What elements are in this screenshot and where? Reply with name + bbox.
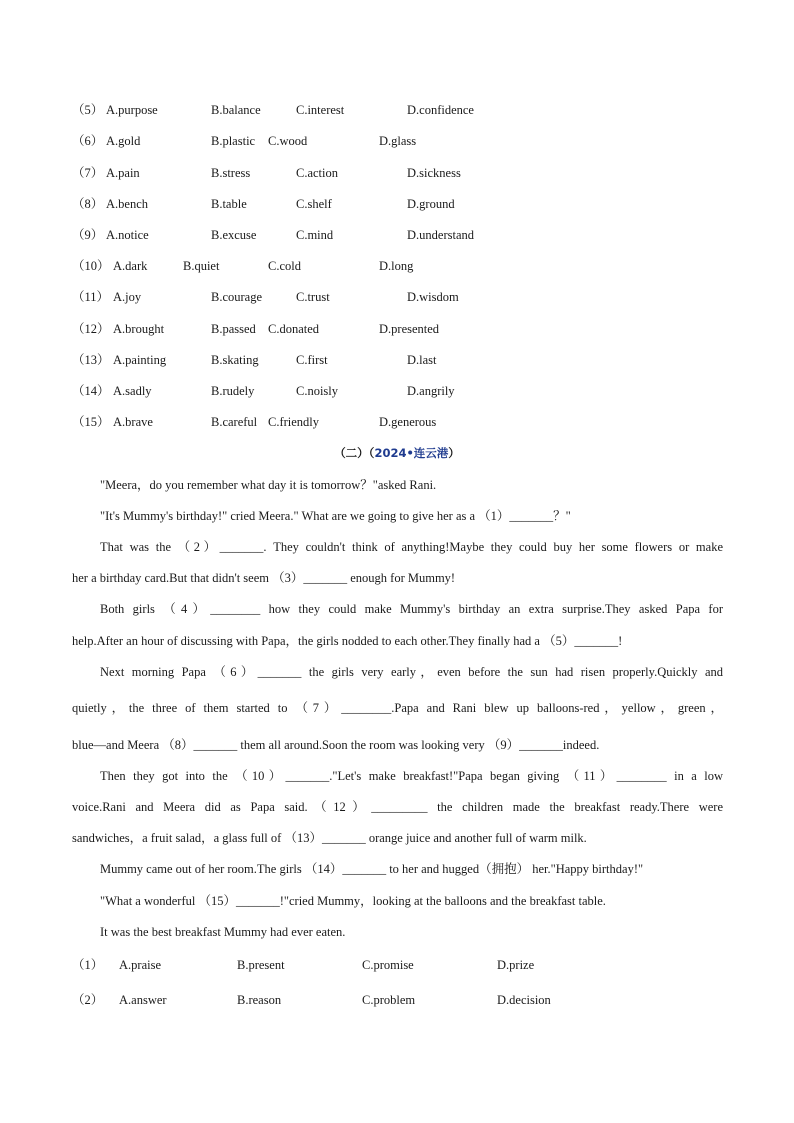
option-a: A.dark bbox=[113, 259, 148, 273]
option-b: B.present bbox=[237, 958, 285, 972]
question-number: （14） bbox=[72, 384, 110, 398]
option-a: A.bench bbox=[106, 197, 148, 211]
option-d: D.angrily bbox=[407, 384, 455, 398]
option-c: C.trust bbox=[296, 290, 330, 304]
passage-line-15: It was the best breakfast Mummy had ever eaten. bbox=[100, 925, 346, 939]
option-b: B.balance bbox=[211, 103, 261, 117]
question-number: （1） bbox=[72, 958, 104, 972]
option-d: D.prize bbox=[497, 958, 535, 972]
option-d: D.wisdom bbox=[407, 290, 459, 304]
option-c: C.wood bbox=[268, 134, 308, 148]
option-d: D.last bbox=[407, 353, 437, 367]
question-number: （12） bbox=[72, 322, 110, 336]
passage-line-13: Mummy came out of her room.The girls （14）_______ to her and hugged（拥抱） her."Happy birthday!" bbox=[100, 862, 644, 876]
passage-line-10: Then they got into the （10）_______."Let's make breakfast!"Papa began giving （11）________ in a low bbox=[100, 769, 723, 783]
option-b: B.reason bbox=[237, 993, 282, 1007]
option-c: C.shelf bbox=[296, 197, 332, 211]
option-b: B.skating bbox=[211, 353, 259, 367]
option-b: B.careful bbox=[211, 415, 258, 429]
passage-line-5: Both girls （4）________ how they could make Mummy's birthday an extra surprise.They asked Papa for bbox=[100, 602, 723, 616]
option-d: D.ground bbox=[407, 197, 455, 211]
question-number: （6） bbox=[72, 134, 104, 148]
passage-line-6: help.After an hour of discussing with Papa，the girls nodded to each other.They finally had a （5）_______! bbox=[72, 634, 623, 648]
option-b: B.passed bbox=[211, 322, 256, 336]
option-a: A.brought bbox=[113, 322, 165, 336]
option-a: A.painting bbox=[113, 353, 167, 367]
option-d: D.glass bbox=[379, 134, 417, 148]
question-number: （9） bbox=[72, 228, 104, 242]
option-a: A.purpose bbox=[106, 103, 158, 117]
question-number: （5） bbox=[72, 103, 104, 117]
option-c: C.friendly bbox=[268, 415, 320, 429]
option-d: D.generous bbox=[379, 415, 437, 429]
passage-line-11: voice.Rani and Meera did as Papa said.（12）_________ the children made the breakfast ready.There were bbox=[72, 800, 723, 814]
question-number: （8） bbox=[72, 197, 104, 211]
option-d: D.sickness bbox=[407, 166, 461, 180]
option-a: A.gold bbox=[106, 134, 141, 148]
question-number: （2） bbox=[72, 993, 104, 1007]
option-b: B.excuse bbox=[211, 228, 257, 242]
question-number: （10） bbox=[72, 259, 110, 273]
option-b: B.table bbox=[211, 197, 247, 211]
option-d: D.long bbox=[379, 259, 414, 273]
section-heading bbox=[0, 444, 794, 462]
option-b: B.rudely bbox=[211, 384, 255, 398]
option-b: B.quiet bbox=[183, 259, 220, 273]
question-number: （15） bbox=[72, 415, 110, 429]
passage-line-12: sandwiches，a fruit salad，a glass full of （13）_______ orange juice and another full of warm milk. bbox=[72, 831, 587, 845]
option-c: C.donated bbox=[268, 322, 320, 336]
section-number: （二）（ bbox=[334, 446, 375, 460]
option-a: A.pain bbox=[106, 166, 140, 180]
option-c: C.noisly bbox=[296, 384, 339, 398]
section-source: 2024•连云港 bbox=[374, 446, 449, 460]
option-b: B.stress bbox=[211, 166, 251, 180]
passage-line-9: blue—and Meera （8）_______ them all around.Soon the room was looking very （9）_______indeed. bbox=[72, 738, 600, 752]
option-d: D.confidence bbox=[407, 103, 474, 117]
option-c: C.mind bbox=[296, 228, 334, 242]
question-number: （11） bbox=[72, 290, 110, 304]
option-c: C.promise bbox=[362, 958, 414, 972]
passage-line-3: That was the （2）_______. They couldn't think of anything!Maybe they could buy her some flowers or make bbox=[100, 540, 723, 554]
option-a: A.notice bbox=[106, 228, 149, 242]
question-number: （13） bbox=[72, 353, 110, 367]
option-d: D.presented bbox=[379, 322, 440, 336]
option-c: C.interest bbox=[296, 103, 345, 117]
option-a: A.sadly bbox=[113, 384, 152, 398]
passage-line-8: quietly，the three of them started to （7）________.Papa and Rani blew up balloons-red，yellow，green， bbox=[72, 701, 723, 715]
question-number: （7） bbox=[72, 166, 104, 180]
option-c: C.cold bbox=[268, 259, 301, 273]
option-d: D.decision bbox=[497, 993, 551, 1007]
option-b: B.courage bbox=[211, 290, 263, 304]
option-a: A.praise bbox=[119, 958, 161, 972]
option-a: A.joy bbox=[113, 290, 142, 304]
passage-line-1: "Meera，do you remember what day it is tomorrow？"asked Rani. bbox=[100, 478, 437, 492]
option-a: A.answer bbox=[119, 993, 167, 1007]
section-close: ） bbox=[448, 446, 460, 460]
option-a: A.brave bbox=[113, 415, 153, 429]
option-c: C.first bbox=[296, 353, 328, 367]
option-c: C.problem bbox=[362, 993, 416, 1007]
passage-line-2: "It's Mummy's birthday!" cried Meera." What are we going to give her as a （1）_______？" bbox=[100, 509, 571, 523]
option-d: D.understand bbox=[407, 228, 474, 242]
passage-line-14: "What a wonderful （15）_______!"cried Mummy，looking at the balloons and the breakfast table. bbox=[100, 894, 606, 908]
option-b: B.plastic bbox=[211, 134, 256, 148]
option-c: C.action bbox=[296, 166, 339, 180]
passage-line-7: Next morning Papa （6）_______ the girls very early，even before the sun had risen properly.Quickly and bbox=[100, 665, 723, 679]
passage-line-4: her a birthday card.But that didn't seem （3）_______ enough for Mummy! bbox=[72, 571, 456, 585]
